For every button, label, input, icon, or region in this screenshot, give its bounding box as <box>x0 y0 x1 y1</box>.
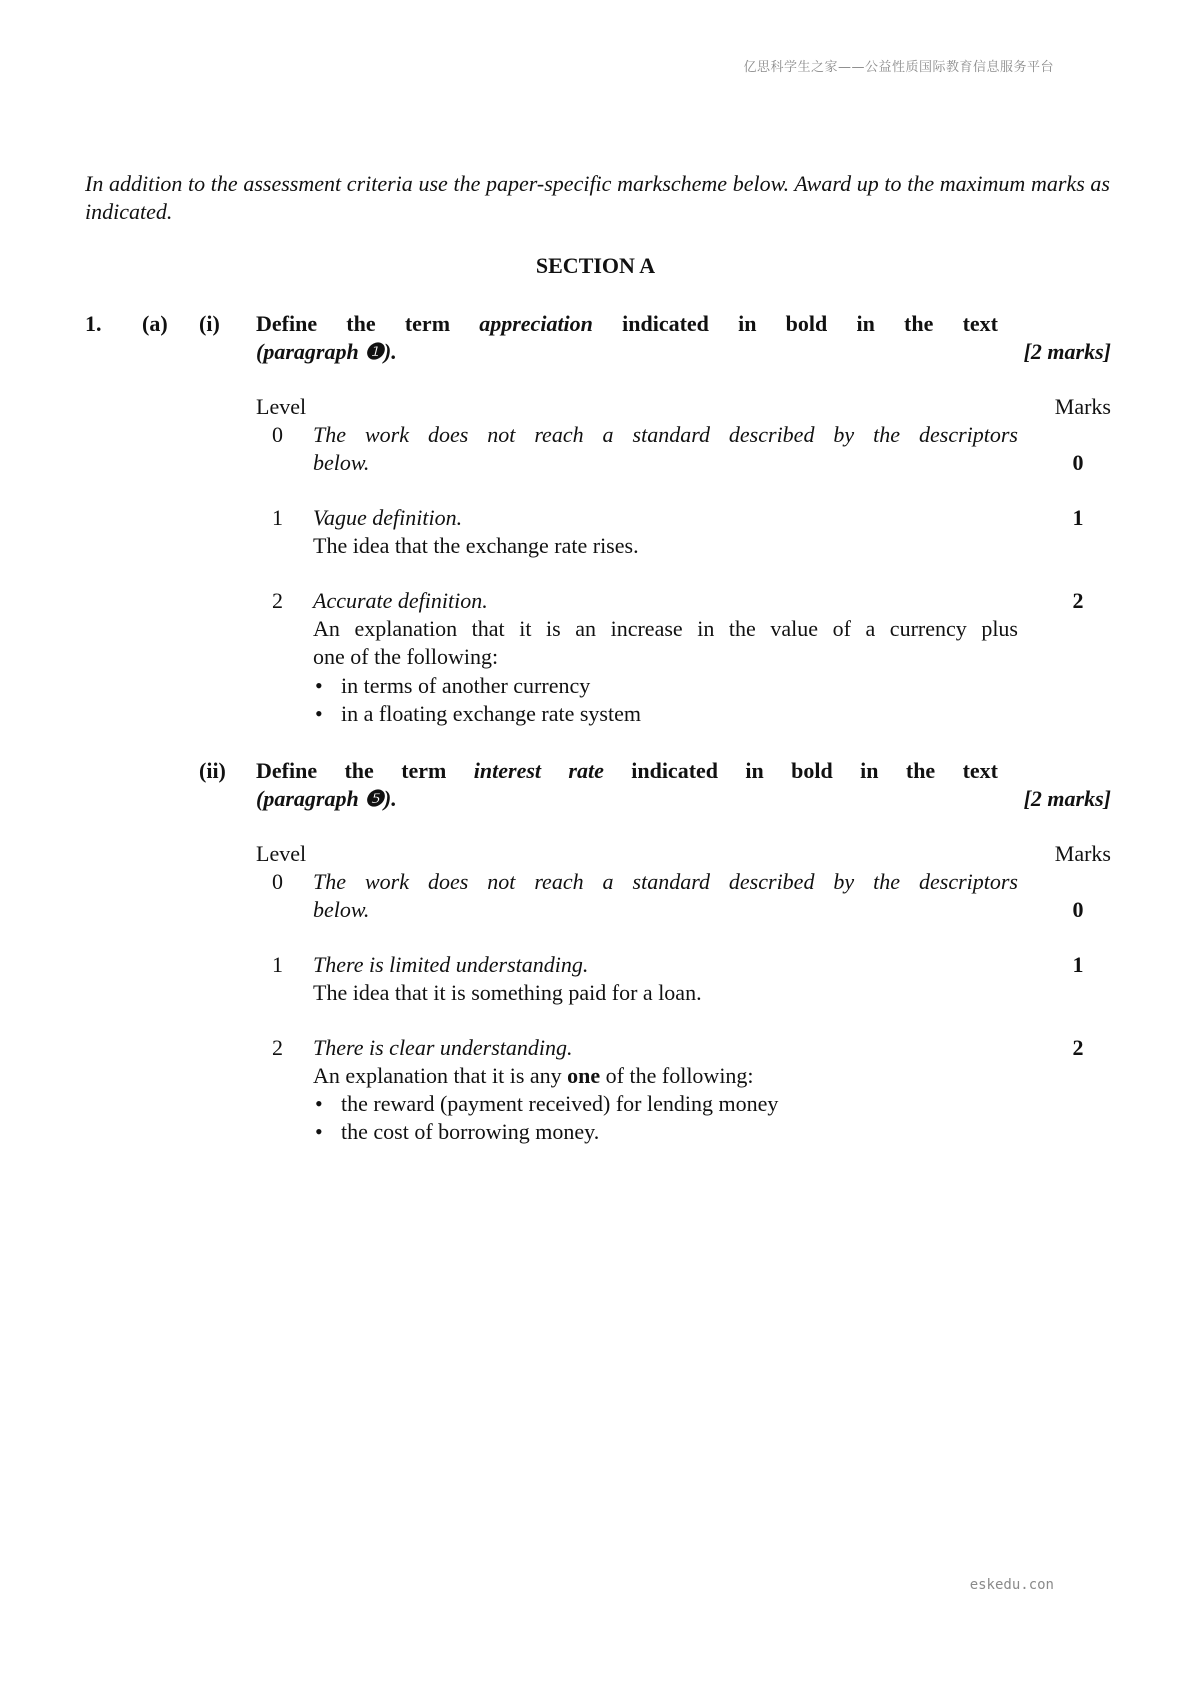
level-mark: 1 <box>1072 505 1084 530</box>
level-mark: 2 <box>1072 1035 1084 1060</box>
level-descriptor: There is clear understanding. <box>313 1035 573 1060</box>
watermark-bottom: eskedu.con <box>969 1577 1054 1593</box>
detail-bold: one <box>567 1063 601 1088</box>
level-detail: An explanation that it is an increase in the value of a currency plus <box>313 616 1018 641</box>
marks-label-i: [2 marks] <box>1023 339 1111 364</box>
marks-header-ii: Marks <box>1054 841 1111 866</box>
level-mark: 2 <box>1072 588 1084 613</box>
list-item: • in terms of another currency <box>313 672 641 700</box>
question-suffix: indicated in bold in the text <box>603 758 998 783</box>
watermark-top: 亿思科学生之家——公益性质国际教育信息服务平台 <box>743 60 1054 75</box>
marks-label-ii: [2 marks] <box>1023 786 1111 811</box>
level-descriptor-line2: below. <box>313 897 370 922</box>
subpart-label-ii: (ii) <box>199 758 226 783</box>
level-detail <box>313 1062 754 1090</box>
list-item: • in a floating exchange rate system <box>313 700 641 728</box>
question-text-i <box>256 310 998 338</box>
level-descriptor: Vague definition. <box>313 505 463 530</box>
level-number: 0 <box>272 422 283 447</box>
level-mark: 0 <box>1072 897 1084 922</box>
level-descriptor: Accurate definition. <box>313 588 488 613</box>
level-number: 1 <box>272 505 283 530</box>
bullet-list <box>313 672 641 728</box>
level-header-ii: Level <box>256 841 307 866</box>
level-detail-line2: one of the following: <box>313 644 499 669</box>
bullet-list <box>313 1090 778 1146</box>
question-term: appreciation <box>479 311 593 336</box>
subpart-label-i: (i) <box>199 311 220 336</box>
section-title: SECTION A <box>535 253 656 278</box>
detail-suffix: of the following: <box>600 1063 754 1088</box>
question-text-ii <box>256 757 998 785</box>
level-header-i: Level <box>256 394 307 419</box>
level-number: 1 <box>272 952 283 977</box>
level-number: 2 <box>272 588 283 613</box>
question-paragraph-ref-ii: (paragraph ❺). <box>256 786 397 811</box>
question-number: 1. <box>85 311 102 336</box>
level-detail: The idea that it is something paid for a loan. <box>313 980 702 1005</box>
level-number: 0 <box>272 869 283 894</box>
list-item: • the cost of borrowing money. <box>313 1118 778 1146</box>
part-label: (a) <box>142 311 168 336</box>
question-prefix: Define the term <box>256 758 474 783</box>
level-descriptor-line2: below. <box>313 450 370 475</box>
marks-header-i: Marks <box>1054 394 1111 419</box>
level-descriptor: The work does not reach a standard described by the descriptors <box>313 422 1018 447</box>
level-descriptor: There is limited understanding. <box>313 952 589 977</box>
question-prefix: Define the term <box>256 311 480 336</box>
intro-instructions: In addition to the assessment criteria use the paper-specific markscheme below. Award up to the maximum marks as indicated. <box>85 171 1110 224</box>
question-term: interest rate <box>473 758 604 783</box>
question-paragraph-ref-i: (paragraph ❶). <box>256 339 397 364</box>
level-mark: 1 <box>1072 952 1084 977</box>
level-mark: 0 <box>1072 450 1084 475</box>
level-detail: The idea that the exchange rate rises. <box>313 533 639 558</box>
question-suffix: indicated in bold in the text <box>592 311 998 336</box>
level-number: 2 <box>272 1035 283 1060</box>
detail-prefix: An explanation that it is any <box>313 1063 568 1088</box>
list-item: • the reward (payment received) for lending money <box>313 1090 778 1118</box>
level-descriptor: The work does not reach a standard described by the descriptors <box>313 869 1018 894</box>
